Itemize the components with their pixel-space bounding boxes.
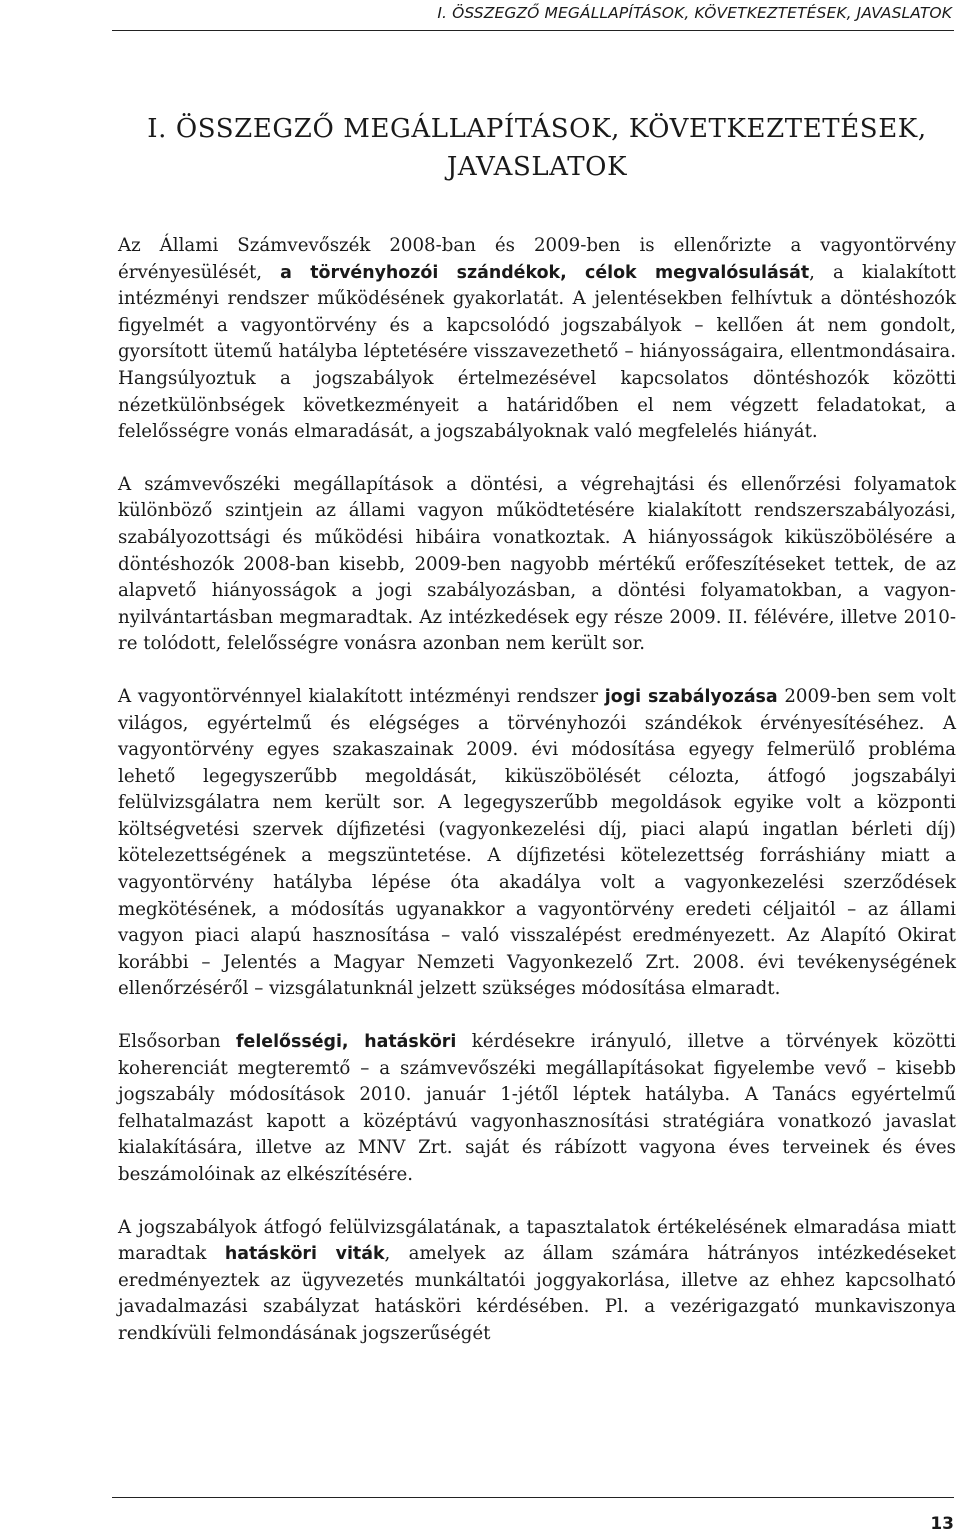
paragraph-4-text-c: kérdésekre irányuló, illetve a törvények közötti koherenciát megteremtő – a számvevőszéki megállapításokat figyelembe vevő – kisebb jogszabály módosítások 2010. január 1-jétől léptek hatályba. A Tanács egyértelmű felhatalmazást kapott a középtávú vagyonhasznosítási stratégiára vonatkozó javaslat kialakítására, illetve az MNV Zrt. saját és rábízott vagyona éves terveinek és éves beszámolóinak az elkészítésére. <box>118 1031 956 1185</box>
page-number: 13 <box>930 1514 954 1534</box>
chapter-title-line-1: I. ÖSSZEGZŐ MEGÁLLAPÍTÁSOK, KÖVETKEZTETÉSEK, <box>147 114 927 144</box>
paragraph-4-text-a: Elsősorban <box>118 1031 221 1053</box>
paragraph-4-emphasis: felelősségi, hatásköri <box>235 1032 457 1053</box>
paragraph-2 <box>118 472 956 658</box>
running-header: I. ÖSSZEGZŐ MEGÁLLAPÍTÁSOK, KÖVETKEZTETÉSEK, JAVASLATOK <box>437 4 952 22</box>
paragraph-1-text-a: Az Állami Számvevőszék 2008-ban és 2009-ben is ellenőrizte a vagyontörvény érvényesülését, <box>118 235 956 283</box>
paragraph-1 <box>118 233 956 446</box>
paragraph-5-text-a: A jogszabályok átfogó felülvizsgálatának, a tapasztalatok értékelésének elmaradása miatt maradtak <box>118 1216 956 1265</box>
paragraph-5 <box>118 1215 956 1348</box>
paragraph-3-text-a: A vagyontörvénnyel kialakított intézményi rendszer <box>118 685 599 707</box>
paragraph-1-text-c: , a kialakított intézményi rendszer működésének gyakorlatát. A jelentésekben felhívtuk a döntéshozók figyelmét a vagyontörvény és a kapcsolódó jogszabályok – kellően át nem gondolt, gyorsított ütemű hatályba léptetésére visszavezethető – hiányosságaira, ellentmondásaira. Hangsúlyoztuk a jogszabályok értelmezésével kapcsolatos döntéshozók közötti nézetkülönbségek következményeit a határidőben el nem végzett feladatokat, a felelősségre vonás elmaradását, a jogszabályoknak való megfelelés hiányát. <box>118 261 956 443</box>
paragraph-5-emphasis: hatásköri viták <box>224 1244 385 1265</box>
paragraph-5-text-c: , amelyek az állam számára hátrányos intézkedéseket eredményeztek az ügyvezetés munkáltatói joggyakorlása, illetve az ehhez kapcsolható javadalmazási szabályzat hatásköri kérdésében. Pl. a vezérigazgató munkaviszonya rendkívüli felmondásának jogszerűségét <box>118 1243 956 1344</box>
paragraph-3 <box>118 684 956 1003</box>
body-text <box>118 233 956 1374</box>
chapter-title <box>118 110 956 186</box>
paragraph-2-text: A számvevőszéki megállapítások a döntési, a végrehajtási és ellenőrzési folyamatok különböző szintjein az állami vagyon működtetésére kialakított rendszerszabályozási, szabályozottsági és működési hibáira vonatkoztak. A hiányosságok kiküszöbölésére a döntéshozók 2008-ban kisebb, 2009-ben nagyobb mértékű erőfeszítéseket tettek, de az alapvető hiányosságok a jogi szabályozásban, a döntési folyamatokban, a vagyon-nyilvántartásban megmaradtak. Az intézkedések egy része 2009. II. félévére, illetve 2010-re tolódott, felelősségre vonásra azonban nem került sor. <box>118 473 956 655</box>
paragraph-3-text-c: 2009-ben sem volt világos, egyértelmű és elégséges a törvényhozói szándékok érvényesítéséhez. A vagyontörvény egyes szakaszainak 2009. évi módosítása egyegy felmerülő probléma lehető legegyszerűbb megoldását, kiküszöbölését célozta, átfogó jogszabályi felülvizsgálatra nem került sor. A legegyszerűbb megoldások egyike volt a központi költségvetési szervek díjfizetési (vagyonkezelési díj, piaci alapú ingatlan bérleti díj) kötelezettségének a megszüntetése. A díjfizetési kötelezettség forráshiány miatt a vagyontörvény hatályba lépése óta akadálya volt a vagyonkezelési szerződések megkötésének, a módosítás ugyanakkor a vagyontörvény eredeti céljaitól – az állami vagyon piaci alapú hasznosítása – való visszalépést eredményezett. Az Alapító Okirat korábbi – Jelentés a Magyar Nemzeti Vagyonkezelő Zrt. 2008. évi tevékenységének ellenőrzéséről – vizsgálatunknál jelzett szükséges módosítása elmaradt. <box>118 685 956 1000</box>
paragraph-4 <box>118 1029 956 1189</box>
footer-divider <box>112 1497 954 1498</box>
chapter-title-line-2: JAVASLATOK <box>446 152 628 182</box>
paragraph-3-emphasis: jogi szabályozása <box>604 686 778 707</box>
paragraph-1-emphasis: a törvényhozói szándékok, célok megvalósulását <box>280 262 810 283</box>
header-divider <box>112 30 954 31</box>
